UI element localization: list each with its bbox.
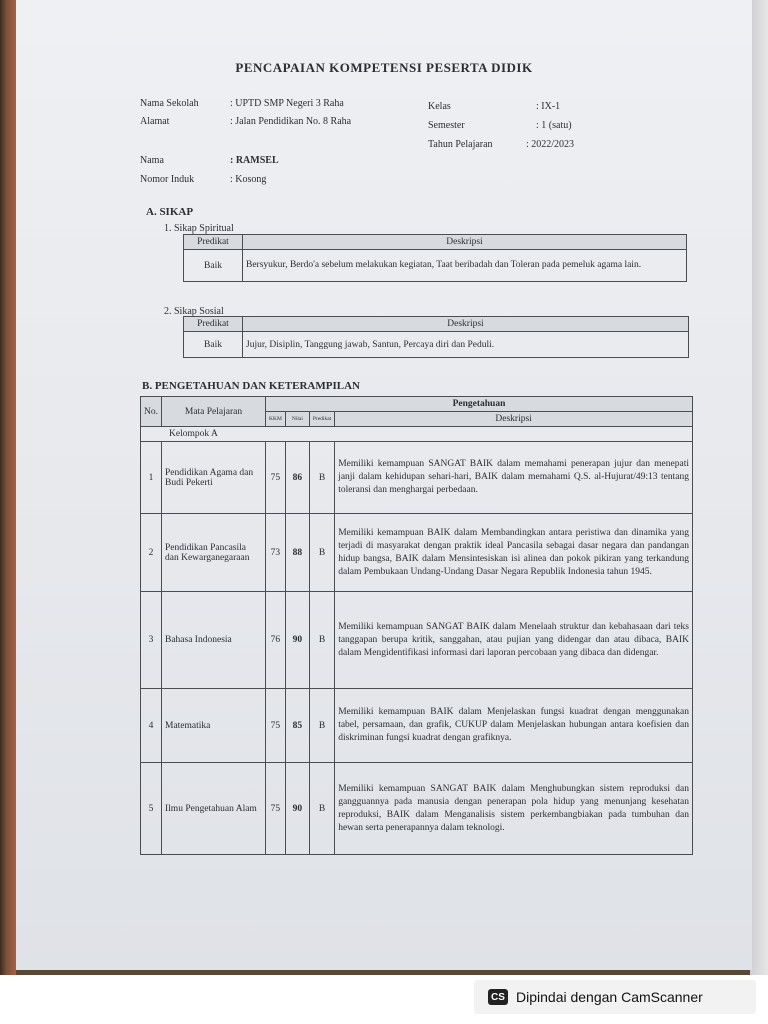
nama-sekolah-label: Nama Sekolah: [140, 98, 199, 109]
nomor-induk-label: Nomor Induk: [140, 174, 195, 185]
row-predikat: B: [309, 592, 334, 689]
row-mapel: Matematika: [162, 689, 266, 763]
row-nilai: 85: [285, 689, 309, 763]
sikap-sosial-heading: 2. Sikap Sosial: [164, 306, 224, 317]
row-no: 1: [141, 442, 162, 514]
tahun-pelajaran-label: Tahun Pelajaran: [428, 139, 493, 150]
alamat-value: : Jalan Pendidikan No. 8 Raha: [230, 116, 352, 127]
row-deskripsi: Memiliki kemampuan BAIK dalam Membandingkan antara peristiwa dan dinamika yang terjadi di masyarakat dengan praktik ideal Pancasila sebagai dasar negara dan pandangan hidup bangsa, BAIK dalam Mensintesiskan isi alinea dan pokok pikiran yang terkandung dalam Pembukaan Undang-Undang Dasar Negara Republik Indonesia tahun 1945.: [335, 514, 693, 592]
sosial-predikat: Baik: [184, 332, 243, 358]
row-kkm: 75: [266, 689, 286, 763]
table-row: [141, 689, 693, 763]
row-no: 4: [141, 689, 162, 763]
row-no: 2: [141, 514, 162, 592]
table-row: [141, 514, 693, 592]
row-kkm: 75: [266, 442, 286, 514]
spiritual-col-deskripsi: Deskripsi: [243, 235, 687, 250]
nama-label: Nama: [140, 155, 164, 166]
row-nilai: 88: [285, 514, 309, 592]
row-deskripsi: Memiliki kemampuan SANGAT BAIK dalam memahami penerapan jujur dan menepati janji dalam kehidupan sehari-hari, BAIK dalam memahami Q.S. al-Hujurat/49:13 tentang toleransi dan menghargai perbedaan.: [335, 442, 693, 514]
nama-sekolah-value: : UPTD SMP Negeri 3 Raha: [230, 98, 344, 109]
semester-value: : 1 (satu): [536, 120, 572, 131]
page-title: PENCAPAIAN KOMPETENSI PESERTA DIDIK: [235, 60, 533, 75]
row-predikat: B: [309, 442, 334, 514]
row-kkm: 76: [266, 592, 286, 689]
sosial-col-predikat: Predikat: [184, 317, 243, 332]
nomor-induk-value: : Kosong: [230, 174, 267, 185]
col-kkm: KKM: [266, 412, 286, 427]
nama-value: : RAMSEL: [230, 155, 279, 166]
kelas-label: Kelas: [428, 101, 451, 112]
sosial-deskripsi: Jujur, Disiplin, Tanggung jawab, Santun, Percaya diri dan Peduli.: [243, 332, 689, 358]
col-mata-pelajaran: Mata Pelajaran: [162, 397, 266, 427]
row-mapel: Pendidikan Pancasila dan Kewarganegaraan: [162, 514, 266, 592]
col-no: No.: [141, 397, 162, 427]
row-nilai: 90: [285, 763, 309, 855]
camscanner-logo-icon: CS: [488, 989, 508, 1005]
col-pengetahuan: Pengetahuan: [266, 397, 693, 412]
col-nilai: Nilai: [285, 412, 309, 427]
row-kkm: 73: [266, 514, 286, 592]
row-nilai: 90: [285, 592, 309, 689]
section-a-title: A. SIKAP: [146, 206, 194, 218]
alamat-label: Alamat: [140, 116, 170, 127]
spiritual-deskripsi: Bersyukur, Berdo'a sebelum melakukan kegiatan, Taat beribadah dan Toleran pada pemeluk agama lain.: [243, 250, 687, 282]
row-predikat: B: [309, 514, 334, 592]
row-predikat: B: [309, 763, 334, 855]
group-kelompok-a: Kelompok A: [141, 427, 693, 442]
document-page: [16, 0, 752, 970]
row-deskripsi: Memiliki kemampuan SANGAT BAIK dalam Menelaah struktur dan kebahasaan dari teks tanggapan berupa kritik, sanggahan, atau pujian yang didengar dan atau dibaca, BAIK dalam Mengidentifikasi informasi dari laporan percobaan yang dibaca dan didengar.: [335, 592, 693, 689]
col-predikat: Predikat: [309, 412, 334, 427]
semester-label: Semester: [428, 120, 465, 131]
sikap-spiritual-heading: 1. Sikap Spiritual: [164, 223, 234, 234]
table-row: [141, 763, 693, 855]
row-mapel: Ilmu Pengetahuan Alam: [162, 763, 266, 855]
camscanner-watermark: [474, 980, 756, 1014]
sikap-spiritual-table: [183, 234, 687, 282]
camscanner-text: Dipindai dengan CamScanner: [516, 989, 703, 1005]
sikap-sosial-table: [183, 316, 689, 358]
row-no: 5: [141, 763, 162, 855]
sosial-col-deskripsi: Deskripsi: [243, 317, 689, 332]
row-nilai: 86: [285, 442, 309, 514]
table-row: [141, 592, 693, 689]
tahun-pelajaran-value: : 2022/2023: [526, 139, 575, 150]
col-deskripsi: Deskripsi: [335, 412, 693, 427]
photo-right-edge: [750, 0, 768, 975]
row-predikat: B: [309, 689, 334, 763]
pengetahuan-table: [140, 396, 693, 855]
table-row: [141, 442, 693, 514]
kelas-value: : IX-1: [536, 101, 561, 112]
row-deskripsi: Memiliki kemampuan BAIK dalam Menjelaskan fungsi kuadrat dengan menggunakan tabel, persamaan, dan grafik, CUKUP dalam Menjelaskan hubungan antara koefisien dan diskriminan fungsi kuadrat dengan grafiknya.: [335, 689, 693, 763]
row-kkm: 75: [266, 763, 286, 855]
spiritual-predikat: Baik: [184, 250, 243, 282]
section-b-title: B. PENGETAHUAN DAN KETERAMPILAN: [142, 380, 360, 392]
photo-left-edge: [0, 0, 16, 975]
spiritual-col-predikat: Predikat: [184, 235, 243, 250]
row-mapel: Pendidikan Agama dan Budi Pekerti: [162, 442, 266, 514]
row-deskripsi: Memiliki kemampuan SANGAT BAIK dalam Menghubungkan sistem reproduksi dan gangguannya pada manusia dengan penerapan pola hidup yang menunjang kesehatan reproduksi, BAIK dalam Menganalisis sistem perkembangbiakan pada tumbuhan dan hewan serta penerapannya dalam teknologi.: [335, 763, 693, 855]
row-mapel: Bahasa Indonesia: [162, 592, 266, 689]
row-no: 3: [141, 592, 162, 689]
